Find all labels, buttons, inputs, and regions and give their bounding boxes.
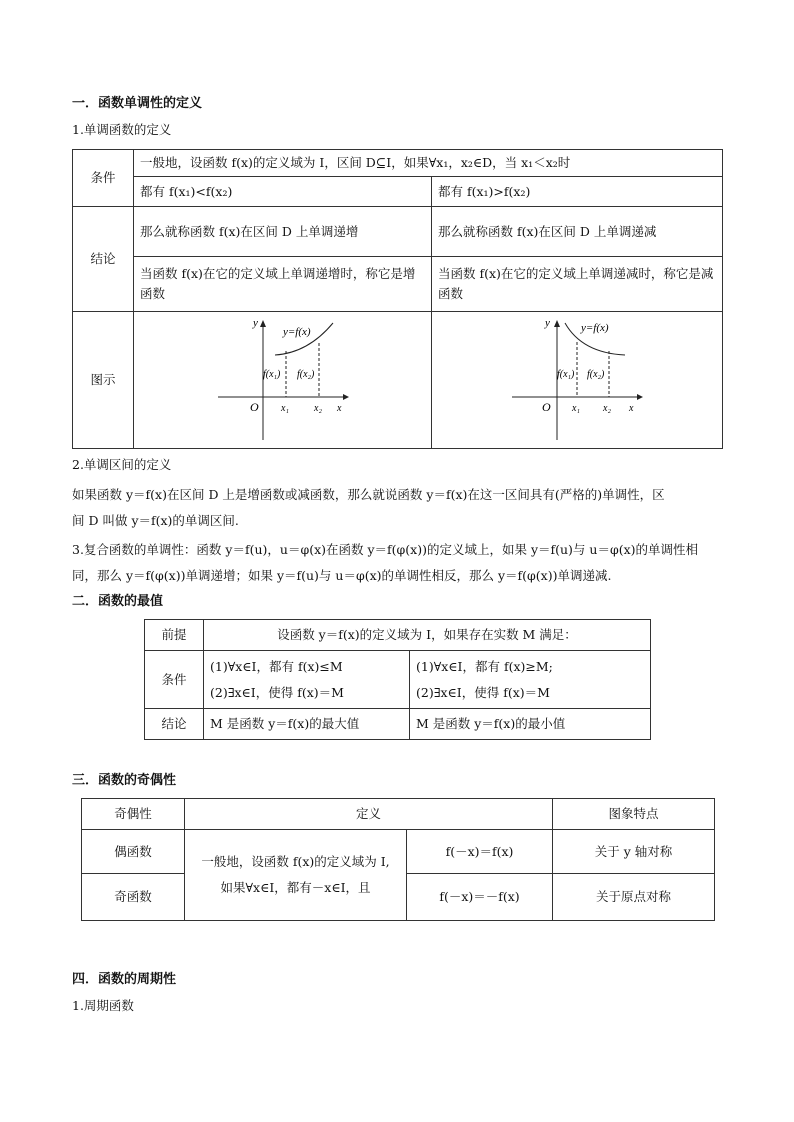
fx1-label: f(x₁) <box>557 368 575 380</box>
min-conditions <box>410 651 651 709</box>
y-axis-arrow <box>554 320 560 327</box>
decreasing-function-graph <box>507 315 647 440</box>
increasing-conclusion-1: 那么就称函数 f(x)在区间 D 上单调递增 <box>134 207 432 257</box>
conclusion-label: 结论 <box>145 709 204 740</box>
section-1-title: 一．函数单调性的定义 <box>72 96 203 111</box>
decreasing-conclusion-2: 当函数 f(x)在它的定义域上单调递减时，称它是减函数 <box>432 257 723 312</box>
fx2-label: f(x₂) <box>296 368 314 380</box>
origin-label: O <box>542 399 551 414</box>
figure-label: 图示 <box>73 312 134 449</box>
section-4-subtitle: 1.周期函数 <box>72 998 134 1013</box>
parity-table <box>81 798 715 921</box>
even-graph-feature: 关于 y 轴对称 <box>553 830 715 874</box>
even-condition: f(－x)＝f(x) <box>407 830 553 874</box>
y-axis-label: y <box>252 316 258 329</box>
common-definition-line-2: 如果∀x∈I，都有－x∈I，且 <box>220 880 371 895</box>
x1-label: x₁ <box>572 402 580 414</box>
odd-function-label: 奇函数 <box>82 874 185 921</box>
x2-label: x₂ <box>313 402 322 414</box>
decreasing-figure-cell <box>432 312 723 449</box>
x-axis-arrow <box>637 394 643 400</box>
header-graph-feature: 图象特点 <box>553 799 715 830</box>
x1-label: x₁ <box>280 402 289 414</box>
y-axis-arrow <box>260 320 266 327</box>
increasing-conclusion-2: 当函数 f(x)在它的定义域上单调递增时，称它是增函数 <box>134 257 432 312</box>
section-3-title: 三．函数的奇偶性 <box>72 773 177 788</box>
common-definition-line-1: 一般地，设函数 f(x)的定义域为 I, <box>201 854 390 869</box>
header-parity: 奇偶性 <box>82 799 185 830</box>
composite-function-line-1: 3.复合函数的单调性：函数 y＝f(u)，u＝φ(x)在函数 y＝f(φ(x))的定义域上，如果 y＝f(u)与 u＝φ(x)的单调性相 <box>72 542 699 557</box>
condition-label: 条件 <box>73 150 134 207</box>
min-condition-1: (1)∀x∈I，都有 f(x)≥M; <box>416 658 553 674</box>
monotonic-definition-table <box>72 149 723 449</box>
curve-label: y=f(x) <box>282 325 311 338</box>
x-axis-label: x <box>336 402 341 414</box>
max-conditions <box>204 651 410 709</box>
extremum-table <box>144 619 651 740</box>
odd-condition: f(－x)＝－f(x) <box>407 874 553 921</box>
section-2-title: 二．函数的最值 <box>72 594 164 609</box>
monotonic-interval-line-1: 如果函数 y＝f(x)在区间 D 上是增函数或减函数，那么就说函数 y＝f(x)在这一区间具有(严格的)单调性，区 <box>72 487 665 502</box>
curve-label: y=f(x) <box>581 321 609 334</box>
parity-common-definition <box>185 830 407 921</box>
condition-text: 一般地，设函数 f(x)的定义域为 I，区间 D⊆I，如果∀x₁，x₂∈D，当 x₁＜x₂时 <box>134 150 723 177</box>
composite-function-line-2: 同，那么 y＝f(φ(x))单调递增；如果 y＝f(u)与 u＝φ(x)的单调性相反，那么 y＝f(φ(x))单调递减. <box>72 568 612 583</box>
min-conclusion: M 是函数 y＝f(x)的最小值 <box>410 709 651 740</box>
even-function-label: 偶函数 <box>82 830 185 874</box>
section-1-subtitle: 1.单调函数的定义 <box>72 122 172 137</box>
min-condition-2: (2)∃x∈I，使得 f(x)＝M <box>416 684 550 700</box>
conclusion-label: 结论 <box>73 207 134 312</box>
increasing-condition: 都有 f(x₁)<f(x₂) <box>134 177 432 207</box>
section-1-subtitle-2: 2.单调区间的定义 <box>72 457 172 472</box>
origin-label: O <box>249 399 259 414</box>
decreasing-condition: 都有 f(x₁)>f(x₂) <box>432 177 723 207</box>
fx2-label: f(x₂) <box>587 368 605 380</box>
max-condition-1: (1)∀x∈I，都有 f(x)≤M <box>210 658 343 674</box>
odd-graph-feature: 关于原点对称 <box>553 874 715 921</box>
increasing-function-graph <box>213 315 353 440</box>
premise-text: 设函数 y＝f(x)的定义域为 I，如果存在实数 M 满足： <box>204 620 651 651</box>
condition-label: 条件 <box>145 651 204 709</box>
section-4-title: 四．函数的周期性 <box>72 972 177 987</box>
x-axis-label: x <box>629 402 634 414</box>
fx1-label: f(x₁) <box>262 368 280 380</box>
x-axis-arrow <box>343 394 349 400</box>
header-definition: 定义 <box>185 799 553 830</box>
premise-label: 前提 <box>145 620 204 651</box>
x2-label: x₂ <box>603 402 611 414</box>
decreasing-conclusion-1: 那么就称函数 f(x)在区间 D 上单调递减 <box>432 207 723 257</box>
y-axis-label: y <box>545 316 550 329</box>
max-condition-2: (2)∃x∈I，使得 f(x)＝M <box>210 684 344 700</box>
max-conclusion: M 是函数 y＝f(x)的最大值 <box>204 709 410 740</box>
monotonic-interval-line-2: 间 D 叫做 y＝f(x)的单调区间. <box>72 513 239 528</box>
increasing-figure-cell <box>134 312 432 449</box>
